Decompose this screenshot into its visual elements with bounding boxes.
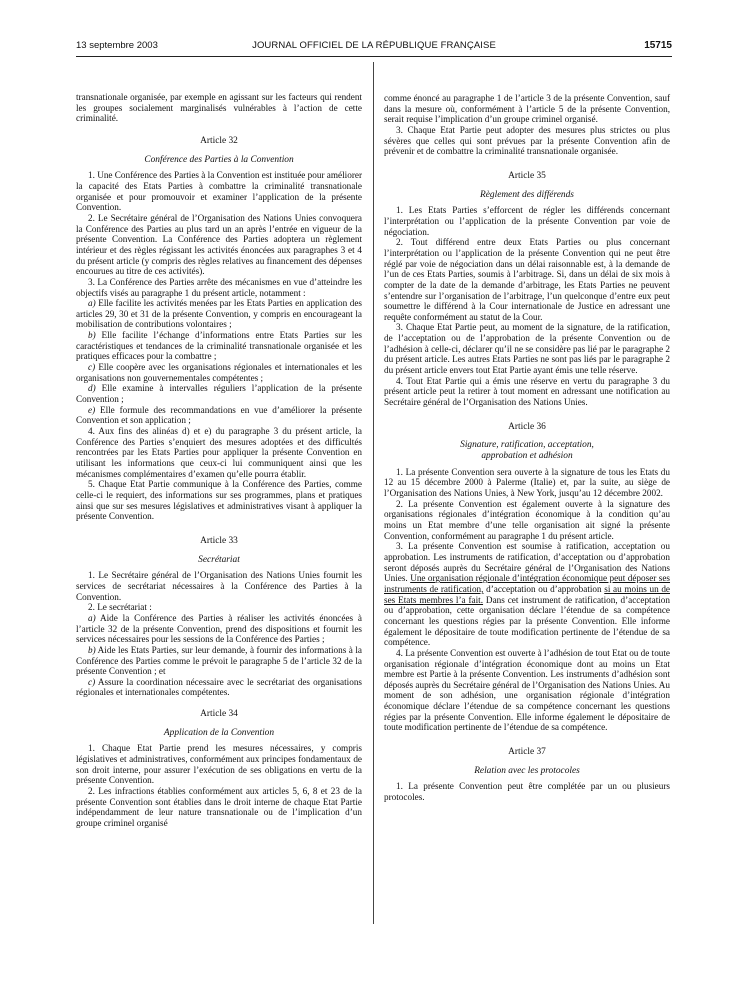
item-letter: b) <box>88 644 96 655</box>
paragraph: 4. La présente Convention est ouverte à l’adhésion de tout Etat ou de toute organisation régionale d’intégration économique dont au moins un Etat membre est Partie à la présente Convention. Les instruments d’adhésion sont déposés auprès du Secrétaire général de l’Organisation des Nations Unies. Au moment de son adhésion, une organisation régionale d’intégration économique déclare l’étendue de sa compétence concernant les questions régies par la présente Convention. Elle informe également le dépositaire de toute modification pertinente de l’étendue de sa compétence. <box>384 647 671 733</box>
header-rule <box>76 56 672 57</box>
text-run: d’acceptation ou d’approbation <box>483 583 605 594</box>
paragraph: 2. Le secrétariat : <box>88 602 152 613</box>
item-text: Elle coopère avec les organisations régionales et internationales et les organisations non gouvernementales compétentes ; <box>76 362 362 383</box>
item-text: Elle facilite l’échange d’informations entre Etats Parties sur les caractéristiques et tendances de la criminalité transnationale organisée et les pratiques efficaces pour la combattre ; <box>76 330 362 362</box>
item-text: Elle facilite les activités menées par les Etats Parties en application des articles 29, 30 et 31 de la présente Convention, y compris en encourageant la mobilisation de contributions volontaires ; <box>76 298 362 330</box>
underlined-text: Une organisation régionale d’intégration économique peut déposer ses instruments de ratification, <box>384 573 671 594</box>
paragraph <box>76 298 362 330</box>
paragraph: 2. Tout différend entre deux Etats Parties ou plus concernant l’interprétation ou l’application de la présente Convention qui ne peut être réglé par voie de négociation dans un délai raisonnable est, à la demande de l’un de ces Etats Parties, soumis à l’arbitrage. Si, dans un délai de six mois à compter de la date de la demande d’arbitrage, les Etats Parties ne peuvent s’entendre sur l’organisation de l’arbitrage, l’un quelconque d’entre eux peut soumettre le différend à la Cour internationale de Justice en adressant une requête conformément au statut de la Cour. <box>384 237 670 322</box>
paragraph: 3. La Conférence des Parties arrête des mécanismes en vue d’atteindre les objectifs visés au paragraphe 1 du présent article, notamment : <box>76 276 362 298</box>
item-letter: c) <box>88 676 96 687</box>
header-date: 13 septembre 2003 <box>76 40 158 51</box>
paragraph: 1. Le Secrétaire général de l’Organisation des Nations Unies fournit les services de secrétariat nécessaires à la Conférence des Parties à la Convention. <box>76 570 362 602</box>
item-text: Aide les Etats Parties, sur leur demande, à fournir des informations à la Conférence des Parties comme le prévoit le paragraphe 5 de l’article 32 de la présente Convention ; et <box>76 644 362 677</box>
underlined-text: si au moins un de ses Etats membres l’a fait. <box>384 583 670 605</box>
item-text: Assure la coordination nécessaire avec le secrétariat des organisations régionales et internationales compétentes. <box>76 676 362 698</box>
paragraph: 4. Tout Etat Partie qui a émis une réserve en vertu du paragraphe 3 du présent article peut la retirer à tout moment en adressant une notification au Secrétaire général de l’Organisation des Nations Unies. <box>384 375 670 408</box>
article-title: Application de la Convention <box>163 727 275 738</box>
paragraph <box>76 362 362 383</box>
paragraph: transnationale organisée, par exemple en agissant sur les facteurs qui rendent les groupes socialement marginalisés vulnérables à l’action de cette criminalité. <box>76 92 362 124</box>
paragraph <box>76 613 362 645</box>
paragraph: 1. Les Etats Parties s’efforcent de régler les différends concernant l’interprétation ou l’application de la présente Convention par voie de négociation. <box>384 205 670 237</box>
item-letter: a) <box>88 298 96 309</box>
item-letter: c) <box>88 362 96 373</box>
paragraph: 3. Chaque Etat Partie peut, au moment de la signature, de la ratification, de l’acceptation ou de l’approbation de la présente Convention ou de l’adhésion à celle-ci, déclarer qu’il ne se considère pas lié par le paragraphe 2 du présent article. Les autres Etats Parties ne sont pas liés par le paragraphe 2 du présent article envers tout Etat Partie ayant émis une telle réserve. <box>384 322 670 376</box>
page-header <box>76 40 672 54</box>
paragraph: 2. Le Secrétaire général de l’Organisation des Nations Unies convoquera la Conférence des Parties au plus tard un an après l’entrée en vigueur de la présente Convention. La Conférence des Parties adoptera un règlement intérieur et des règles régissant les activités énoncées aux paragraphes 3 et 4 du présent article (y compris des règles relatives au financement des dépenses encourues au titre de ces activités). <box>76 212 362 277</box>
article-title: Conférence des Parties à la Convention <box>144 154 294 165</box>
article-title: Signature, ratification, acceptation, <box>460 440 594 451</box>
article-heading: Article 32 <box>200 135 238 146</box>
paragraph <box>76 645 362 677</box>
paragraph: comme énoncé au paragraphe 1 de l’article 3 de la présente Convention, sauf dans la mesure où, conformément à l’article 5 de la présente Convention, serait requise l’implication d’un groupe criminel organisé. <box>384 93 670 125</box>
journal-title: JOURNAL OFFICIEL DE LA RÉPUBLIQUE FRANÇAISE <box>252 40 496 51</box>
paragraph: 2. La présente Convention est également ouverte à la signature des organisations régionales d’intégration économique à la condition qu’au moins un Etat membre d’une telle organisation ait signé la présente Convention, conformément au paragraphe 1 du présent article. <box>384 498 670 541</box>
paragraph: 3. Chaque Etat Partie peut adopter des mesures plus strictes ou plus sévères que celles qui sont prévues par la présente Convention afin de prévenir et de combattre la criminalité transnationale organisée. <box>384 124 670 157</box>
paragraph <box>76 677 362 698</box>
item-text: Elle formule des recommandations en vue d’améliorer la présente Convention et son application ; <box>76 404 362 426</box>
column-divider <box>373 62 374 924</box>
paragraph <box>384 541 670 648</box>
item-letter: d) <box>88 383 96 394</box>
paragraph: 1. Une Conférence des Parties à la Convention est instituée pour améliorer la capacité des Etats Parties à combattre la criminalité transnationale organisée et pour promouvoir et examiner l’application de la présente Convention. <box>76 170 363 213</box>
paragraph: 1. La présente Convention peut être complétée par un ou plusieurs protocoles. <box>384 781 670 803</box>
paragraph: 1. Chaque Etat Partie prend les mesures nécessaires, y compris législatives et administratives, conformément aux principes fondamentaux de son droit interne, pour assurer l’exécution de ses obligations en vertu de la présente Convention. <box>76 743 362 786</box>
text-run: 3. La présente Convention est soumise à ratification, acceptation ou approbation. Les instruments de ratification, d’acceptation ou d’approbation seront déposés auprès du Secrétaire général de l’Organisation des Nations Unies. <box>384 541 670 584</box>
right-column <box>384 93 670 803</box>
paragraph <box>76 405 362 426</box>
paragraph: 1. La présente Convention sera ouverte à la signature de tous les Etats du 12 au 15 décembre 2000 à Palerme (Italie) et, par la suite, au siège de l’Organisation des Nations Unies, à New York, jusqu’au 12 décembre 2002. <box>384 466 670 498</box>
left-column <box>76 92 362 829</box>
article-title-line2: approbation et adhésion <box>481 451 573 462</box>
page-number: 15715 <box>644 40 672 51</box>
article-heading: Article 37 <box>508 747 546 758</box>
item-letter: e) <box>88 404 96 415</box>
article-title: Secrétariat <box>198 554 240 565</box>
article-heading: Article 34 <box>200 709 238 720</box>
item-letter: b) <box>88 330 96 341</box>
article-heading: Article 36 <box>508 421 546 432</box>
paragraph: 4. Aux fins des alinéas d) et e) du paragraphe 3 du présent article, la Conférence des Parties s’enquiert des mesures adoptées et des difficultés rencontrées par les Etats Parties pour appliquer la présente Convention en utilisant les informations que ceux-ci lui communiquent ainsi que les mécanismes complémentaires d’examen qu’elle pourra établir. <box>76 426 362 479</box>
article-title: Relation avec les protocoles <box>474 765 580 776</box>
paragraph <box>76 383 362 404</box>
paragraph: 2. Les infractions établies conformément aux articles 5, 6, 8 et 23 de la présente Convention sont établies dans le droit interne de chaque Etat Partie indépendamment de leur nature transnationale ou de l’implication d’un groupe criminel organisé <box>76 786 362 829</box>
item-text: Elle examine à intervalles réguliers l’application de la présente Convention ; <box>76 383 362 405</box>
item-letter: a) <box>88 612 96 623</box>
text-run: Dans cet instrument de ratification, d’acceptation ou d’approbation, cette organisation déclare l’étendue de sa compétence concernant les questions régies par la présente Convention. Elle informe également le dépositaire de toute modification pertinente de l’étendue de sa compétence. <box>384 594 670 648</box>
article-heading: Article 35 <box>508 170 546 181</box>
paragraph <box>76 330 362 362</box>
paragraph: 5. Chaque Etat Partie communique à la Conférence des Parties, comme celle-ci le requiert, des informations sur ses programmes, plans et pratiques ainsi que sur ses mesures législatives et administratives visant à appliquer la présente Convention. <box>76 479 362 522</box>
article-heading: Article 33 <box>200 535 238 546</box>
item-text: Aide la Conférence des Parties à réaliser les activités énoncées à l’article 32 de la présente Convention, prend des dispositions et fournit les services nécessaires pour les sessions de la Conférence des Parties ; <box>76 612 362 645</box>
article-title: Règlement des différends <box>480 189 574 200</box>
